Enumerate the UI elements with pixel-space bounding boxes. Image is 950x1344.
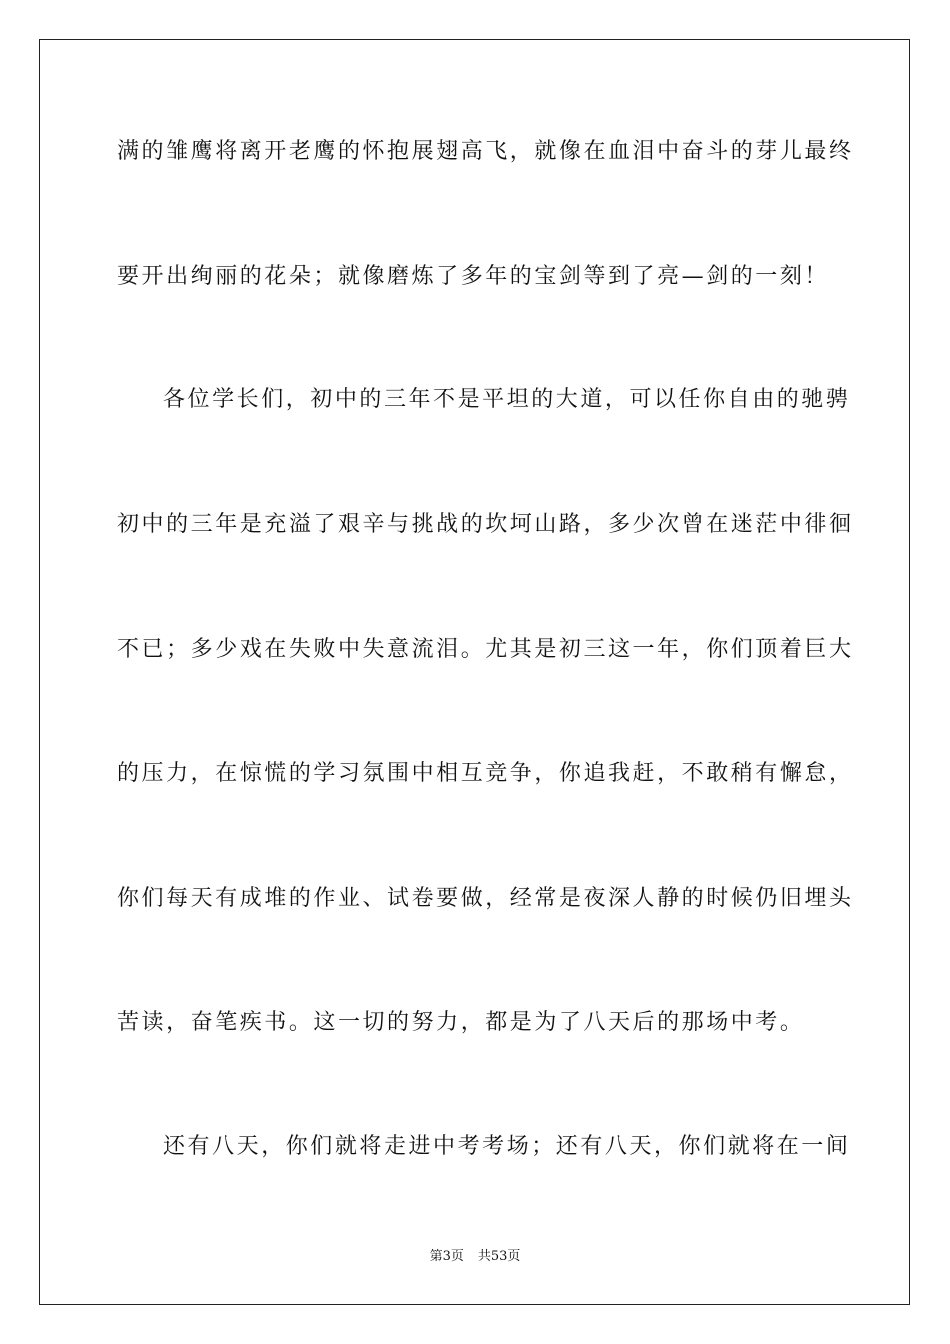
- text-line: 苦读，奋笔疾书。这一切的努力，都是为了八天后的那场中考。: [117, 1010, 805, 1035]
- page-number: 第3页: [429, 1249, 464, 1264]
- text-line: 你们每天有成堆的作业、试卷要做，经常是夜深人静的时候仍旧埋头: [117, 886, 854, 911]
- page-footer: [0, 1248, 950, 1266]
- page-total: 共53页: [477, 1249, 521, 1264]
- page-border: [39, 39, 910, 1305]
- paragraph-first-line: 各位学长们，初中的三年不是平坦的大道，可以任你自由的驰骋: [163, 387, 851, 412]
- text-line: 的压力，在惊慌的学习氛围中相互竞争，你追我赶，不敢稍有懈怠，: [117, 761, 854, 786]
- text-line: 要开出绚丽的花朵；就像磨炼了多年的宝剑等到了亮—剑的一刻！: [117, 264, 829, 289]
- text-line: 初中的三年是充溢了艰辛与挑战的坎坷山路，多少次曾在迷茫中徘徊: [117, 512, 854, 537]
- paragraph-first-line: 还有八天，你们就将走进中考考场；还有八天，你们就将在一间: [163, 1134, 851, 1159]
- text-line: 不已；多少戏在失败中失意流泪。尤其是初三这一年，你们顶着巨大: [117, 637, 854, 662]
- text-line: 满的雏鹰将离开老鹰的怀抱展翅高飞，就像在血泪中奋斗的芽儿最终: [117, 139, 854, 164]
